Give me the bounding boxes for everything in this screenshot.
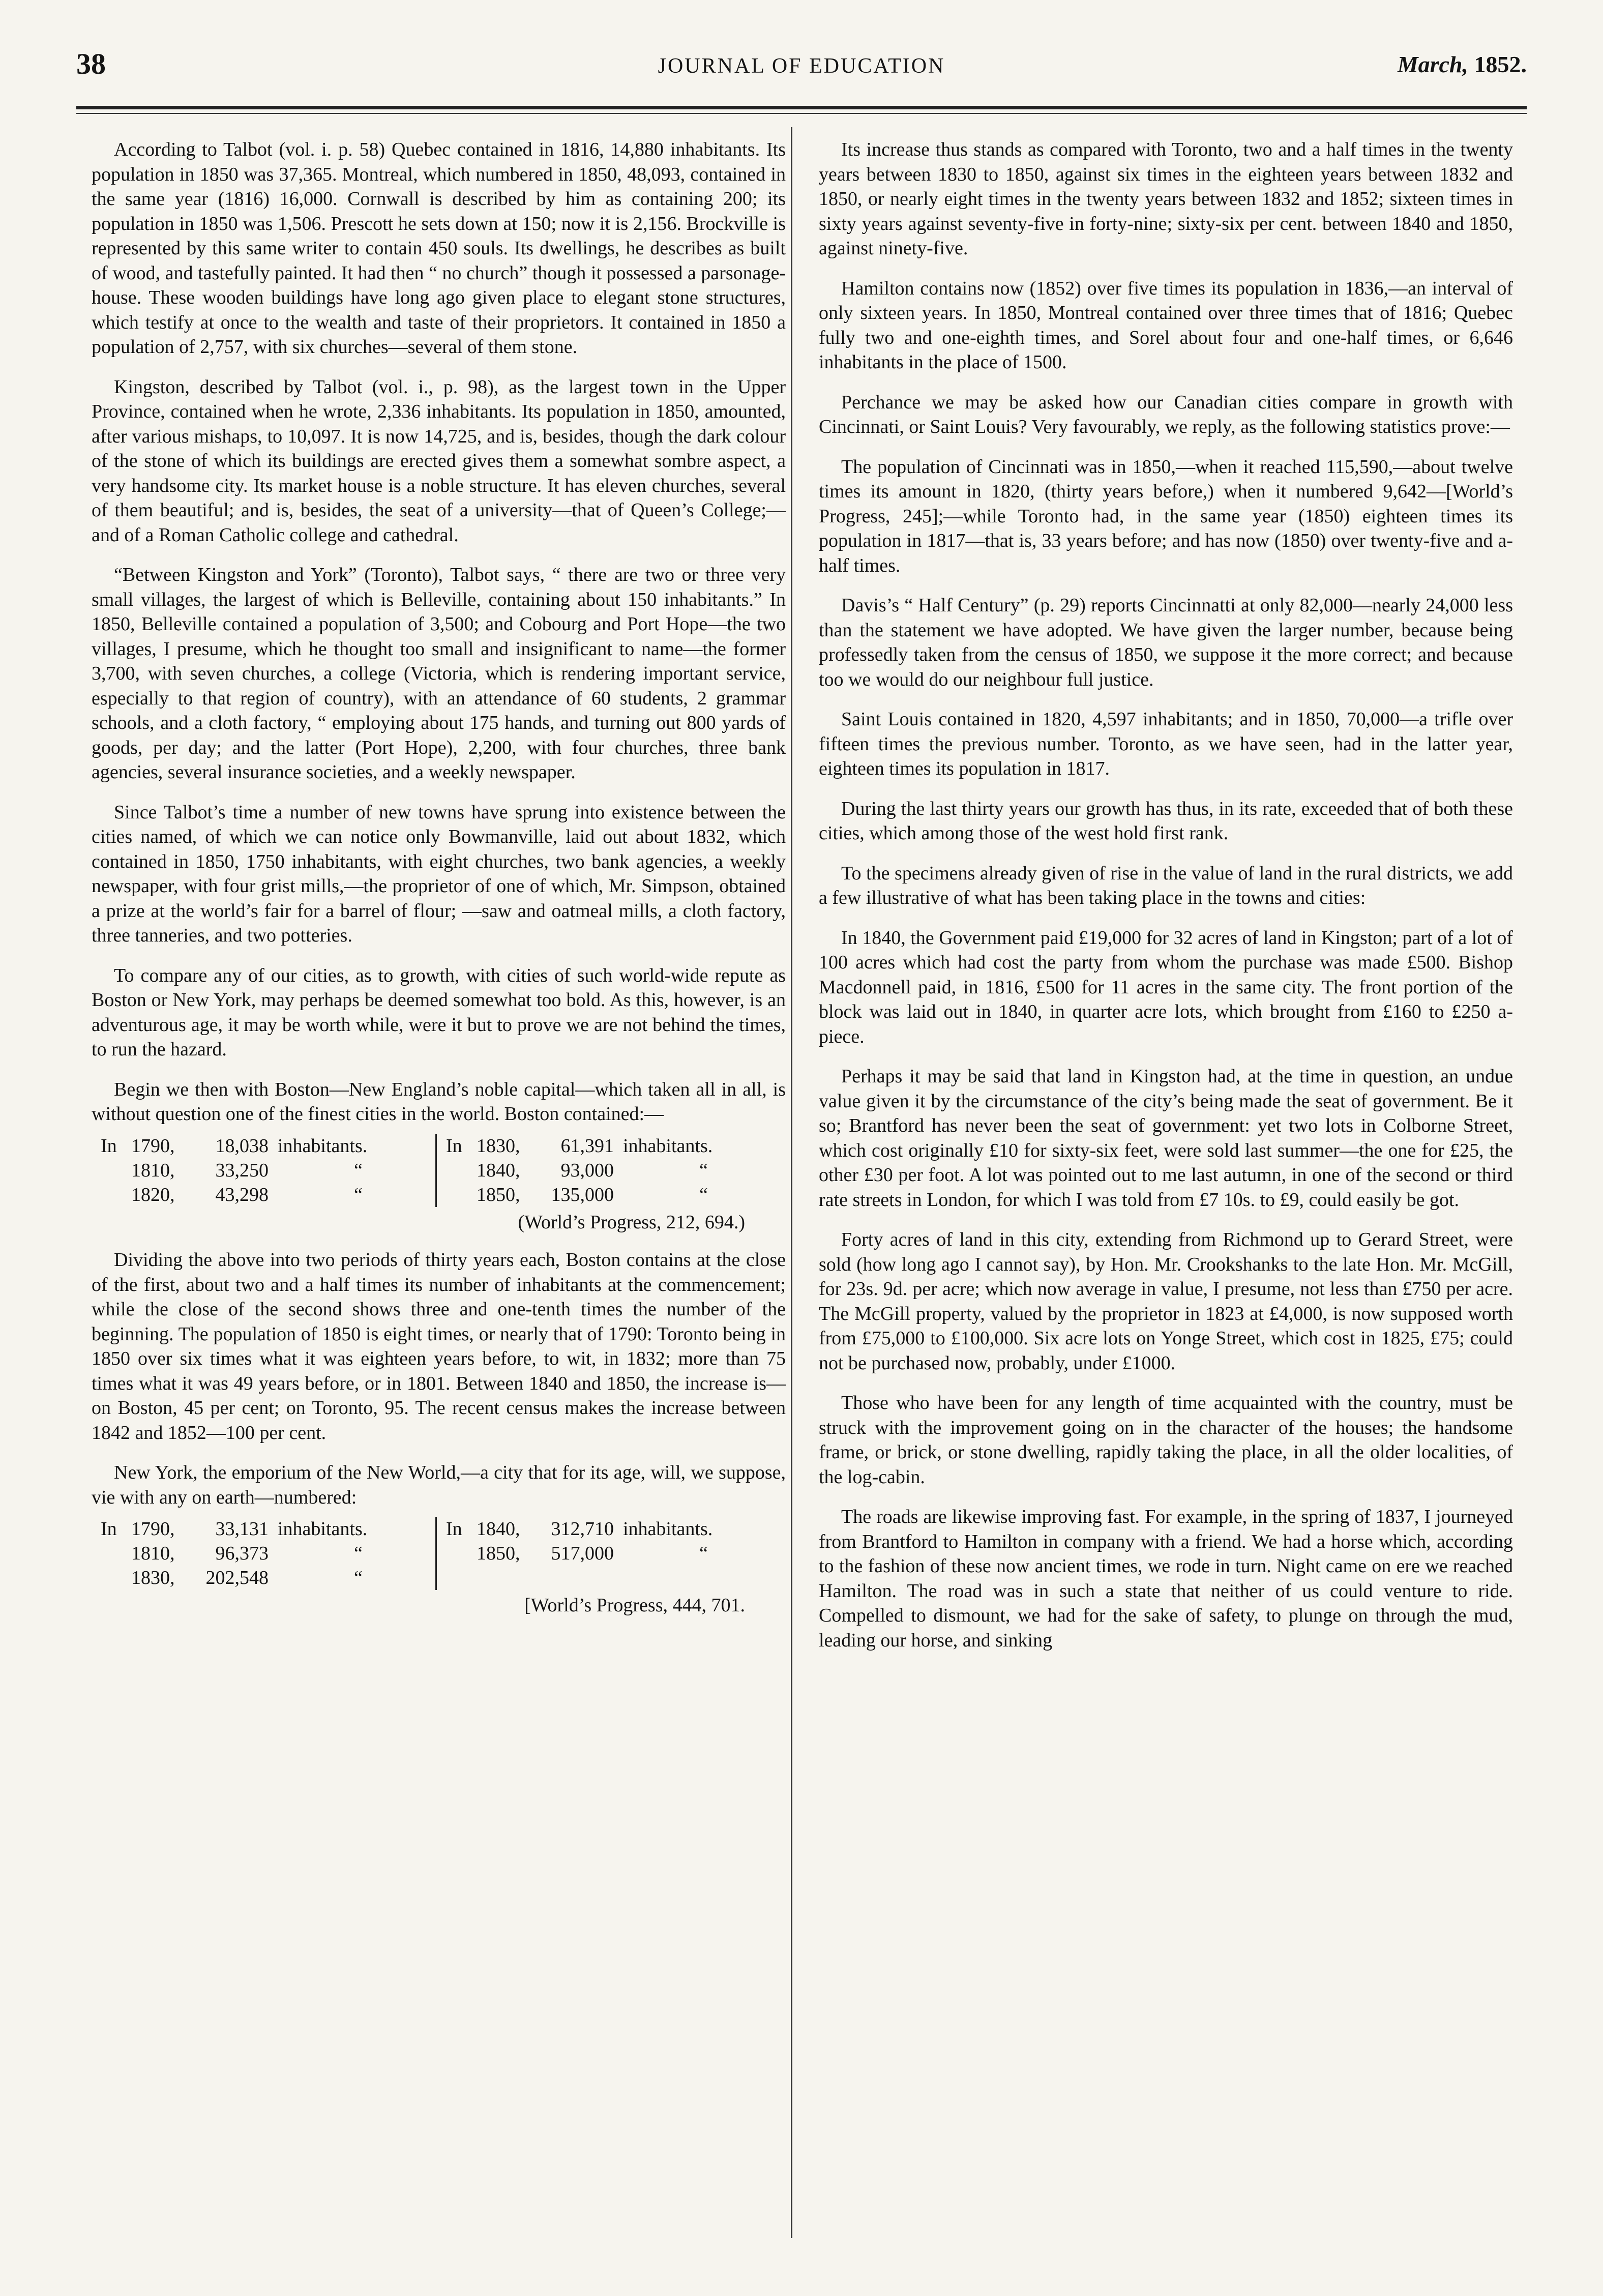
newyork-table-left <box>92 1517 435 1590</box>
table-row: In 1790, 18,038 inhabitants. <box>101 1135 368 1157</box>
paragraph: In 1840, the Government paid £19,000 for 32 acres of land in Kingston; part of a lot of 100 acres which had cost the party from whom the purchase was made £500. Bishop Macdonnell paid, in 1816, £500 for 11 acres in the same city. The front portion of the block was laid out in 1840, in quarter acre lots, which brought from £160 to £250 a-piece. <box>819 927 1513 1047</box>
paragraph: According to Talbot (vol. i. p. 58) Quebec contained in 1816, 14,880 inhabitants. Its population in 1850 was 37,365. Montreal, which numbered in 1850, 48,093, contained in the same year (1816) 16,000. Cornwall is described by him as containing 200; its population in 1850 was 1,506. Prescott he sets down at 150; now it is 2,156. Brockville is represented by this same writer to contain 450 souls. Its dwellings, he describes as built of wood, and tastefully painted. It had then “ no church” though it possessed a parsonage-house. These wooden buildings have long ago given place to elegant stone structures, which testify at once to the wealth and taste of their proprietors. It contained in 1850 a population of 2,757, with six churches—several of them stone. <box>92 139 786 358</box>
paragraph: Since Talbot’s time a number of new towns have sprung into existence between the cities named, of which we can notice only Bowmanville, laid out about 1832, which contained in 1850, 1750 inhabitants, with eight churches, two bank agencies, a weekly newspaper, with four grist mills,—the proprietor of one of which, Mr. Simpson, obtained a prize at the world’s fair for a barrel of flour; —saw and oatmeal mills, a cloth factory, three tanneries, and two potteries. <box>92 801 786 946</box>
column-divider <box>791 127 792 2238</box>
table-source: (World’s Progress, 212, 694.) <box>518 1211 745 1233</box>
paragraph: The population of Cincinnati was in 1850,—when it reached 115,590,—about twelve times its amount in 1820, (thirty years before,) when it numbered 9,642—[World’s Progress, 245];—while Toronto had, in the same year (1850) eighteen times its population in 1817—that is, 33 years before; and has now (1850) over twenty-five and a-half times. <box>819 456 1513 576</box>
table-row: In 1830, 61,391 inhabitants. <box>446 1135 713 1157</box>
issue-date <box>1398 51 1527 78</box>
boston-table-right <box>435 1134 781 1207</box>
paragraph: Perchance we may be asked how our Canadian cities compare in growth with Cincinnati, or Saint Louis? Very favourably, we reply, as the following statistics prove:— <box>819 391 1513 437</box>
table-row: 1850, 135,000 “ <box>477 1184 708 1205</box>
paragraph: Begin we then with Boston—New England’s noble capital—which taken all in all, is without question one of the finest cities in the world. Boston contained:— <box>92 1078 786 1125</box>
table-row: 1810, 96,373 “ <box>131 1543 363 1564</box>
paragraph: Hamilton contains now (1852) over five times its population in 1836,—an interval of only sixteen years. In 1850, Montreal contained over three times that of 1816; Quebec fully two and one-eighth times, and Sorel about four and one-half times, or 6,646 inhabitants in the place of 1500. <box>819 277 1513 373</box>
table-row: 1820, 43,298 “ <box>131 1184 363 1205</box>
table-row: In 1790, 33,131 inhabitants. <box>101 1518 368 1540</box>
newyork-population-table <box>92 1517 786 1590</box>
page-header <box>76 47 1527 87</box>
journal-title: JOURNAL OF EDUCATION <box>658 54 945 78</box>
table-row: 1830, 202,548 “ <box>131 1567 363 1588</box>
paragraph: Its increase thus stands as compared with Toronto, two and a half times in the twenty years between 1830 to 1850, against six times in the eighteen years between 1832 and 1850, or nearly eight times in the twenty years between 1832 and 1852; sixteen times in sixty years against seventy-five in forty-nine; sixty-six per cent. between 1840 and 1850, against ninety-five. <box>819 139 1513 259</box>
paragraph: Dividing the above into two periods of thirty years each, Boston contains at the close of the first, about two and a half times its number of inhabitants at the commencement; while the close of the second shows three and one-tenth times the number of the beginning. The population of 1850 is eight times, or nearly that of 1790: Toronto being in 1850 over six times what it was eighteen years before, to wit, in 1832; more than 75 times what it was 49 years before, or in 1801. Between 1840 and 1850, the increase is—on Boston, 45 per cent; on Toronto, 95. The recent census makes the increase between 1842 and 1852—100 per cent. <box>92 1249 786 1444</box>
table-row: 1810, 33,250 “ <box>131 1159 363 1181</box>
table-row: 1850, 517,000 “ <box>477 1543 708 1564</box>
page-number: 38 <box>76 47 106 80</box>
paragraph: To compare any of our cities, as to growth, with cities of such world-wide repute as Boston or New York, may perhaps be deemed somewhat too bold. As this, however, is an adventurous age, it may be worth while, were it but to prove we are not behind the times, to run the hazard. <box>92 964 786 1060</box>
left-column <box>92 137 786 1631</box>
paragraph: New York, the emporium of the New World,—a city that for its age, will, we suppose, vie with any on earth—numbered: <box>92 1462 786 1508</box>
table-row: In 1840, 312,710 inhabitants. <box>446 1518 713 1540</box>
header-rule-thick <box>76 106 1527 109</box>
paragraph: During the last thirty years our growth has thus, in its rate, exceeded that of both these cities, which among those of the west hold first rank. <box>819 798 1513 844</box>
paragraph: Davis’s “ Half Century” (p. 29) reports Cincinnatti at only 82,000—nearly 24,000 less than the statement we have adopted. We have given the larger number, because being professedly taken from the census of 1850, we suppose it the more correct; and because too we would do our neighbour full justice. <box>819 595 1513 690</box>
issue-year: 1852. <box>1474 51 1527 77</box>
issue-month: March, <box>1397 51 1468 77</box>
paragraph: Saint Louis contained in 1820, 4,597 inhabitants; and in 1850, 70,000—a trifle over fifteen times the previous number. Toronto, as we have seen, had in the latter year, eighteen times its population in 1817. <box>819 709 1513 779</box>
newyork-table-right <box>435 1517 781 1590</box>
header-rule-thin <box>76 113 1527 114</box>
paragraph: The roads are likewise improving fast. For example, in the spring of 1837, I journeyed from Brantford to Hamilton in company with a friend. We had a horse which, according to the fashion of these now ancient times, we rode in turn. Night came on ere we reached Hamilton. The road was in such a state that neither of us could venture to ride. Compelled to dismount, we had for the sake of safety, to plunge on through the mud, leading our horse, and sinking <box>819 1506 1513 1651</box>
boston-table-left <box>92 1134 435 1207</box>
paragraph: Perhaps it may be said that land in Kingston had, at the time in question, an undue value given it by the circumstance of the city’s being made the seat of government. Be it so; Brantford has never been the seat of government: yet two lots in Colborne Street, which cost originally £10 for sixty-six feet, were sold last summer—the one for £25, the other £30 per foot. A lot was pointed out to me last autumn, in one of the second or third rate streets in London, for which I was told from £7 10s. to £9, could easily be got. <box>819 1066 1513 1211</box>
paragraph: Those who have been for any length of time acquainted with the country, must be struck with the improvement going on in the character of the houses; the handsome frame, or brick, or stone dwelling, rapidly taking the place, in all the older localities, of the log-cabin. <box>819 1392 1513 1488</box>
paragraph: Kingston, described by Talbot (vol. i., p. 98), as the largest town in the Upper Province, contained when he wrote, 2,336 inhabitants. Its population in 1850, amounted, after various mishaps, to 10,097. It is now 14,725, and is, besides, though the dark colour of the stone of which its buildings are erected gives them a somewhat sombre aspect, a very handsome city. Its market house is a noble structure. It has eleven churches, several of them beautiful; and is, besides, the seat of a university—that of Queen’s College;—and of a Roman Catholic college and cathedral. <box>92 376 786 546</box>
paragraph: To the specimens already given of rise in the value of land in the rural districts, we add a few illustrative of what has been taking place in the towns and cities: <box>819 862 1513 908</box>
paragraph: Forty acres of land in this city, extending from Richmond up to Gerard Street, were sold (how long ago I cannot say), by Hon. Mr. Crookshanks to the late Hon. Mr. McGill, for 23s. 9d. per acre; which now average in value, I presume, not less than £750 per acre. The McGill property, valued by the proprietor in 1823 at £4,000, is now supposed worth from £75,000 to £100,000. Six acre lots on Yonge Street, which cost in 1825, £75; could not be purchased now, probably, under £1000. <box>819 1229 1513 1374</box>
paragraph: “Between Kingston and York” (Toronto), Talbot says, “ there are two or three very small villages, the largest of which is Belleville, containing about 150 inhabitants.” In 1850, Belleville contained a population of 3,500; and Cobourg and Port Hope—the two villages, I presume, which he thought too small and insignificant to name—the former 3,700, with seven churches, a college (Victoria, which is rendering important service, especially to that region of country), with an attendance of 60 students, 2 grammar schools, and a cloth factory, “ employing about 175 hands, and turning out 800 yards of goods, per day; and the latter (Port Hope), 2,200, with four churches, three bank agencies, several insurance societies, and a weekly newspaper. <box>92 564 786 783</box>
right-column <box>819 137 1513 1668</box>
table-source: [World’s Progress, 444, 701. <box>524 1595 745 1616</box>
table-row: 1840, 93,000 “ <box>477 1159 708 1181</box>
boston-population-table <box>92 1134 786 1207</box>
